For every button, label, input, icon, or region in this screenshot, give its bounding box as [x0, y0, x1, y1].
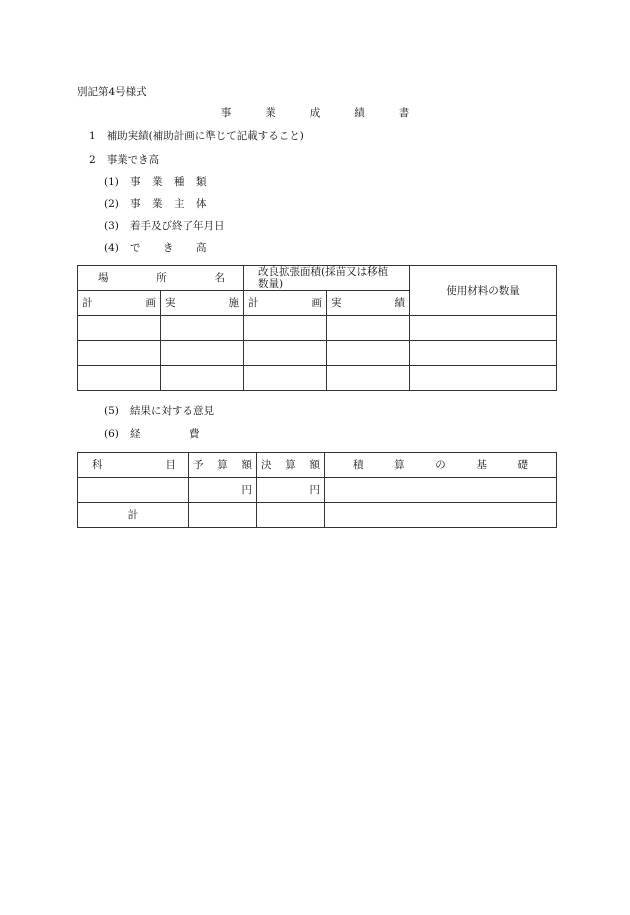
table-cell[interactable] [244, 341, 327, 366]
sub-item-char: 類 [196, 176, 207, 188]
sub-item-number: (1) [104, 176, 119, 188]
table-cell[interactable] [78, 341, 161, 366]
yen-unit: 円 [189, 478, 257, 503]
sub-item-number: (5) [104, 405, 119, 417]
item-number: 1 [89, 130, 96, 142]
header-char: 名 [214, 272, 225, 284]
sub-item-char: き [163, 242, 174, 254]
table-cell[interactable] [327, 341, 410, 366]
table-cell[interactable] [325, 503, 557, 528]
table-row [78, 366, 557, 391]
header-char: 施 [228, 297, 239, 309]
item-2 [89, 153, 159, 167]
item-text: 事業でき高 [106, 154, 160, 166]
header-char: 画 [145, 297, 156, 309]
document-title [0, 106, 630, 120]
header-char: 場 [98, 272, 109, 284]
table-cell[interactable] [244, 366, 327, 391]
sub-item-text: 着手及び終了年月日 [130, 220, 225, 232]
sub-item-6 [104, 427, 200, 441]
sub-item-text: 結果に対する意見 [130, 405, 214, 417]
table-cell[interactable] [325, 478, 557, 503]
header-plan-area [244, 291, 327, 316]
sub-item-number: (2) [104, 198, 119, 210]
header-char: 実 [165, 297, 176, 309]
header-settlement [257, 453, 325, 478]
header-char: 算 [217, 459, 228, 471]
header-char: 額 [309, 459, 320, 471]
table-cell[interactable] [78, 478, 189, 503]
header-location [78, 266, 244, 291]
header-actual-result [327, 291, 410, 316]
header-char: 算 [285, 459, 296, 471]
expense-table [77, 452, 557, 528]
item-text: 補助実績(補助計画に準じて記載すること) [106, 130, 304, 142]
header-budget [189, 453, 257, 478]
sub-item-5 [104, 404, 214, 418]
header-char: 決 [261, 459, 272, 471]
table-cell[interactable] [78, 366, 161, 391]
header-material: 使用材料の数量 [410, 266, 557, 316]
header-char: 計 [82, 297, 93, 309]
header-char: 画 [311, 297, 322, 309]
title-char: 書 [398, 107, 410, 119]
header-subject [78, 453, 189, 478]
total-label: 計 [78, 503, 189, 528]
table-cell[interactable] [327, 316, 410, 341]
header-char: 積 [353, 459, 364, 471]
sub-item-char: で [130, 242, 141, 254]
form-label: 別記第4号様式 [77, 86, 147, 98]
sub-item-char: 体 [196, 198, 207, 210]
table-row [78, 503, 557, 528]
header-basis [325, 453, 557, 478]
table-cell[interactable] [189, 503, 257, 528]
table-cell[interactable] [327, 366, 410, 391]
header-char: の [435, 459, 446, 471]
header-char: 基 [476, 459, 487, 471]
sub-item-3 [104, 219, 225, 233]
title-char: 業 [265, 107, 276, 119]
sub-item-number: (3) [104, 220, 119, 232]
header-char: 目 [165, 459, 176, 471]
yen-unit: 円 [257, 478, 325, 503]
title-char: 事 [220, 107, 232, 119]
sub-item-number: (6) [104, 428, 119, 440]
sub-item-2 [104, 197, 207, 211]
header-char: 計 [248, 297, 259, 309]
sub-item-char: 経 [130, 428, 141, 440]
sub-item-char: 種 [174, 176, 185, 188]
table-cell[interactable] [161, 341, 244, 366]
header-char: 礎 [517, 459, 528, 471]
title-char: 成 [309, 107, 321, 119]
sub-item-char: 費 [189, 428, 200, 440]
header-actual-impl [161, 291, 244, 316]
header-plan [78, 291, 161, 316]
sub-item-1 [104, 175, 207, 189]
sub-item-char: 業 [152, 198, 163, 210]
table-cell[interactable] [78, 316, 161, 341]
header-char: 算 [394, 459, 405, 471]
sub-item-number: (4) [104, 242, 119, 254]
header-char: 実 [331, 297, 342, 309]
header-char: 所 [156, 272, 167, 284]
item-1 [89, 129, 304, 143]
table-cell[interactable] [410, 316, 557, 341]
table-cell[interactable] [257, 503, 325, 528]
sub-item-char: 主 [174, 198, 185, 210]
table-row [78, 316, 557, 341]
sub-item-4 [104, 241, 207, 255]
sub-item-char: 事 [130, 198, 141, 210]
sub-item-char: 高 [196, 242, 207, 254]
table-row [78, 478, 557, 503]
header-area-text: 改良拡張面積(採苗又は移植数量) [258, 266, 389, 290]
table-cell[interactable] [244, 316, 327, 341]
table-cell[interactable] [410, 366, 557, 391]
yield-table [77, 265, 557, 391]
item-number: 2 [89, 154, 96, 166]
table-cell[interactable] [161, 316, 244, 341]
header-char: 績 [394, 297, 406, 309]
table-cell[interactable] [410, 341, 557, 366]
table-cell[interactable] [161, 366, 244, 391]
sub-item-char: 業 [152, 176, 163, 188]
header-char: 科 [92, 459, 103, 471]
sub-item-char: 事 [130, 176, 141, 188]
header-area [244, 266, 410, 291]
title-char: 績 [354, 107, 365, 119]
table-row [78, 341, 557, 366]
header-char: 額 [241, 459, 252, 471]
header-char: 予 [193, 459, 204, 471]
